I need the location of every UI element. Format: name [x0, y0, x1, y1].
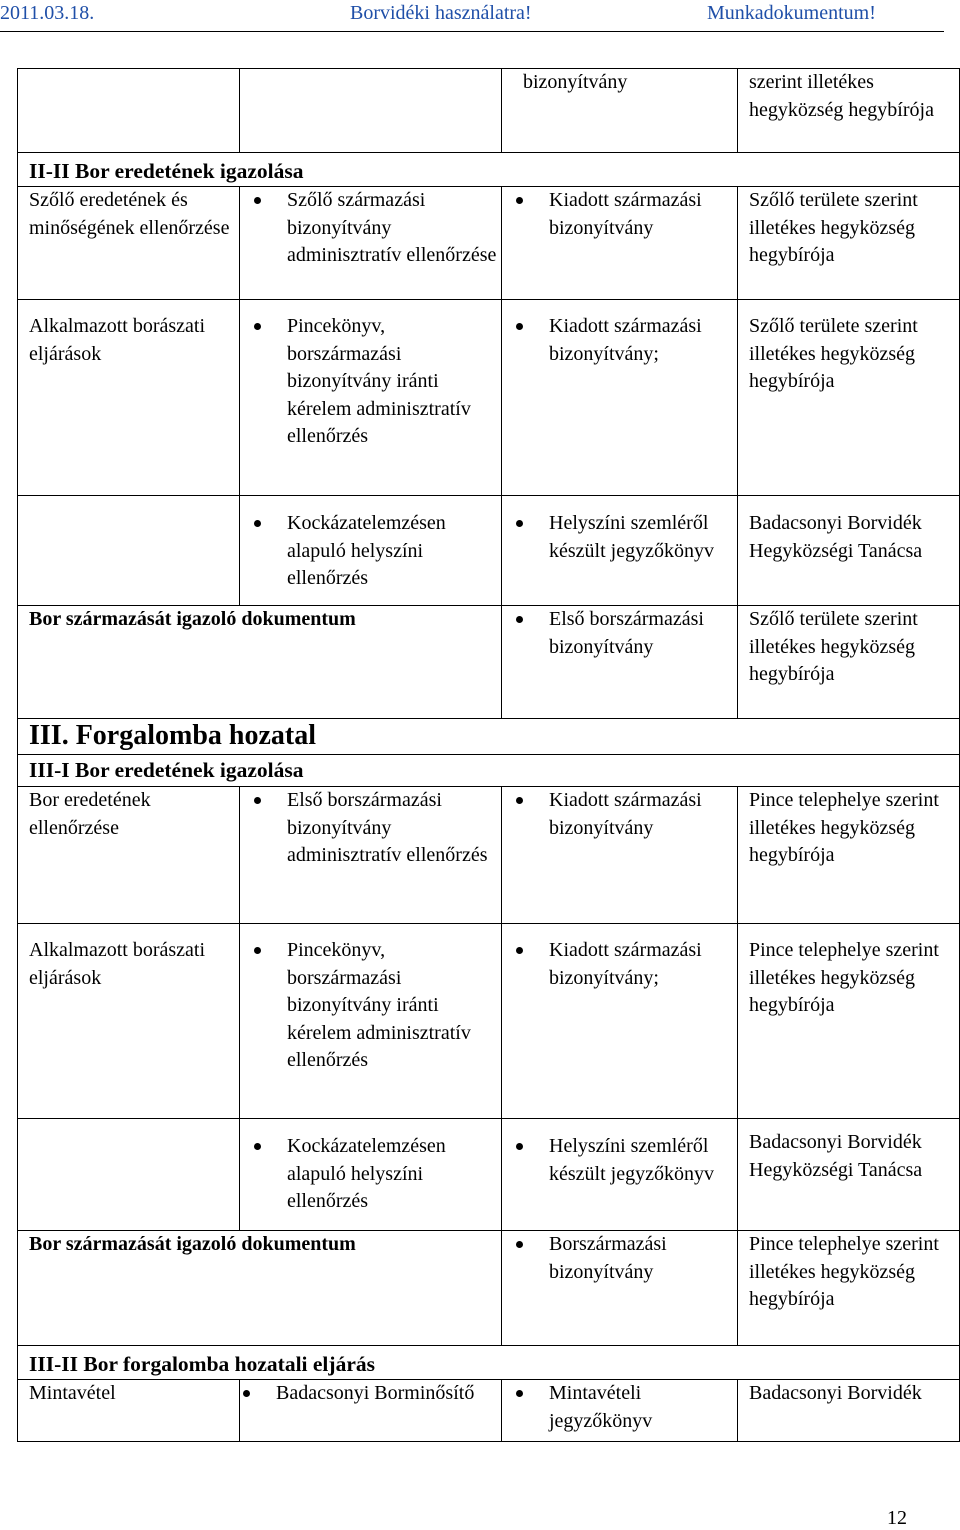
section-title: III-I Bor eredetének igazolása [18, 755, 960, 787]
table-row [18, 300, 960, 496]
cell-text: Badacsonyi Borvidék Hegyközségi Tanácsa [738, 1119, 960, 1231]
section-title: III. Forgalomba hozatal [18, 719, 960, 755]
list-item: Helyszíni szemléről készült jegyzőkönyv [513, 1133, 737, 1188]
cell-text: Alkalmazott borászati eljárások [18, 300, 240, 496]
section-row [18, 1346, 960, 1380]
list-item: Kiadott származási bizonyítvány; [513, 937, 737, 992]
list-item: Első borszármazási bizonyítvány [513, 606, 737, 661]
list-item: Első borszármazási bizonyítvány adminisztratív ellenőrzés [251, 787, 501, 870]
cell-text: Badacsonyi Borvidék Hegyközségi Tanácsa [738, 496, 960, 606]
cell-text: szerint illetékes hegyközség hegybírója [738, 69, 960, 153]
section-row [18, 153, 960, 187]
list-item: Pincekönyv, borszármazási bizonyítvány iránti kérelem adminisztratív ellenőrzés [251, 937, 501, 1075]
section-row [18, 755, 960, 787]
cell-text: Szőlő területe szerint illetékes hegyközség hegybírója [738, 300, 960, 496]
table-row [18, 1231, 960, 1346]
list-item: Badacsonyi Borminősítő [240, 1380, 501, 1408]
section-title: II-II Bor eredetének igazolása [18, 153, 960, 187]
list-item: Kockázatelemzésen alapuló helyszíni ellenőrzés [251, 510, 501, 593]
cell-text: Alkalmazott borászati eljárások [18, 924, 240, 1119]
page-number: 12 [887, 1507, 907, 1529]
list-item: Pincekönyv, borszármazási bizonyítvány iránti kérelem adminisztratív ellenőrzés [251, 313, 501, 451]
section-title: III-II Bor forgalomba hozatali eljárás [18, 1346, 960, 1380]
list-item: Kiadott származási bizonyítvány [513, 187, 737, 242]
table-row [18, 1380, 960, 1442]
header-center: Borvidéki használatra! [350, 2, 532, 24]
list-item: Kockázatelemzésen alapuló helyszíni ellenőrzés [251, 1133, 501, 1216]
header-date: 2011.03.18. [0, 2, 95, 24]
list-item: Kiadott származási bizonyítvány [513, 787, 737, 842]
list-item: Helyszíni szemléről készült jegyzőkönyv [513, 510, 737, 565]
list-item: Szőlő származási bizonyítvány adminisztratív ellenőrzése [251, 187, 501, 270]
cell-text: Pince telephelye szerint illetékes hegyközség hegybírója [738, 787, 960, 924]
section-row [18, 719, 960, 755]
list-item: Borszármazási bizonyítvány [513, 1231, 737, 1286]
table-row [18, 1119, 960, 1231]
header-right: Munkadokumentum! [707, 2, 876, 24]
cell-text: Bor származását igazoló dokumentum [18, 606, 502, 719]
table-row [18, 787, 960, 924]
cell-text: Szőlő területe szerint illetékes hegyközség hegybírója [738, 606, 960, 719]
list-item: Mintavételi jegyzőkönyv [513, 1380, 737, 1435]
table-row [18, 606, 960, 719]
cell-text: Bor származását igazoló dokumentum [18, 1231, 502, 1346]
header-rule [0, 31, 944, 32]
procedure-table [17, 68, 960, 1442]
table-row [18, 496, 960, 606]
list-item: Kiadott származási bizonyítvány; [513, 313, 737, 368]
cell-text: Pince telephelye szerint illetékes hegyközség hegybírója [738, 1231, 960, 1346]
cell-text: Badacsonyi Borvidék [738, 1380, 960, 1442]
cell-text: Pince telephelye szerint illetékes hegyközség hegybírója [738, 924, 960, 1119]
cell-text: Szőlő eredetének és minőségének ellenőrzése [18, 187, 240, 300]
table-row [18, 69, 960, 153]
table-row [18, 187, 960, 300]
cell-text: Szőlő területe szerint illetékes hegyközség hegybírója [738, 187, 960, 300]
cell-text: Mintavétel [18, 1380, 240, 1442]
cell-text: bizonyítvány [523, 71, 628, 93]
cell-text: Bor eredetének ellenőrzése [18, 787, 240, 924]
table-row [18, 924, 960, 1119]
